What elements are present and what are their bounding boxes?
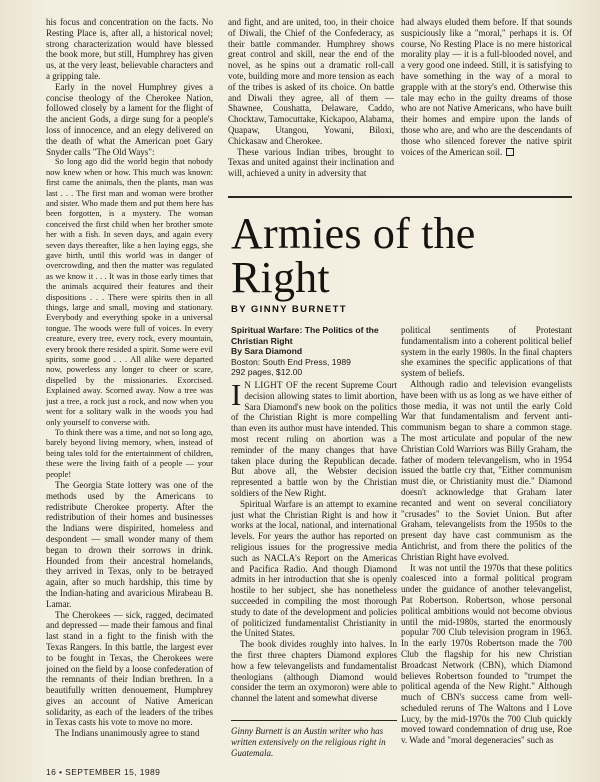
paragraph: The Indians unanimously agree to stand: [55, 728, 200, 739]
drop-cap: I: [231, 380, 242, 412]
paragraph: It was not until the 1970s that these politics coalesced into a formal political program under the guidance of another televangelist, Pat Robertson. Robertson, whose personal political ambitions would not become obvious until the mid-1980s, started the enormously popular 700 Club television program in 1963. In the early 1970s Robertson made the 700 Club the flagship for his new Christian Broadcast Network (CBN), which Diamond believes Robertson founded to "trumpet the political agenda of the New Right." Although much of CBN's success came from well-scheduled reruns of The Waltons and I Love Lucy, by the mid-1970s the 700 Club quickly moved toward condemnation of drug use, Roe v. Wade and "moral degeneracies" such as: [401, 562, 572, 746]
book-publisher: Boston: South End Press, 1989: [231, 356, 351, 367]
paragraph: The Cherokees — sick, ragged, decimated and depressed — made their famous and final last stand in a fight to the finish with the Texas Rangers. In this battle, the largest ever to be fought in Texas, the Cherokees were joined on the field by a loose confederation of the remnants of their Indian brethren. In a beautifully written denouement, Humphrey gives an account of Native American solidarity, as each of the leaders of the tribes in Texas casts his vote to move no more.: [46, 609, 213, 728]
article-title: Armies of the Right: [231, 209, 476, 302]
block-quote: So long ago did the world begin that nobody now knew when or how. This much was known: first came the animals, then the plants, man was last . . . The first man and woman were brother and sister. Who made them and put them here has been forgotten, is a mystery. The woman conceived the first child when her brother smote her with a fish. In seven days, and again every seven days thereafter, like a hen laying eggs, she gave birth, until this world was in danger of overcrowding, and then the matter was regulated as we know it . . . It was in those early times that the animals acquired their features and their dispositions . . . There were spirits then in all things, large and small, moving and stationary. Everybody and everything spoke in a universal tongue. The woods were full of voices. In every creature, every tree, every rock, every mountain, every brook there resided a spirit. Some were evil spirits, some good . . . All alike were departed now, powerless any longer to cheer or scare, dispelled by the missionaries. Exorcised. Explained away. Scorned away. Now a tree was just a tree, a rock just a rock, and now when you went for a solitary walk in the woods you had only yourself to converse with.: [46, 157, 213, 427]
paragraph: Spiritual Warfare is an attempt to examine just what the Christian Right is and how it works at the local, national, and international levels. For years the author has reported on religious issues for the progressive media such as NACLA's Report on the Americas and Pacifica Radio. And though Diamond admits in her introduction that she is openly hostile to her subject, she has nonetheless succeeded in compiling the most thorough study to date of the development and policies of politicized fundamentalist Christianity in the United States.: [231, 498, 397, 639]
previous-review-column-3: [401, 17, 572, 187]
bio-divider: [231, 720, 397, 721]
previous-review-column-2: [228, 17, 394, 187]
paragraph: These various Indian tribes, brought to Texas and united against their inclination and will, achieved a unity in adversity that: [228, 146, 394, 179]
book-price: 292 pages, $12.00: [231, 367, 303, 378]
paragraph: Although radio and television evangelists have been with us as long as we have either of those media, it was not until the early Cold War that fundamentalism and fervent anti-communism began to share a common stage. The most articulate and popular of the new Christian Cold Warriors was Billy Graham, the father of modern televangelism, who in 1954 issued the battle cry that, "Either communism must die, or Christianity must die." Diamond doesn't acknowledge that Graham later recanted and went on several conciliatory "crusades" to the Soviet Union. But after Graham, televangelists from the 1950s to the present day have cast communism as the Antichrist, and from there the politics of the Christian Right have evolved.: [401, 378, 572, 562]
book-title: Spiritual Warfare: The Politics of the Christian Right: [231, 325, 379, 346]
paragraph: the recent Supreme Court decision allowing states to limit abortion, Sara Diamond's new book on the politics of the Christian Right is more compelling than even its author must have intended. This most recent ruling on abortion was a reminder of the many changes that have taken place during the Republican decade. But above all, the Webster decision represented a battle won by the Christian soldiers of the New Right.: [231, 380, 397, 498]
article-column-1: [231, 380, 397, 710]
paragraph: The Georgia State lottery was one of the methods used by the Americans to redistribute Cherokee property. After the redistribution of their homes and businesses the Indians were dispirited, homeless and despondent — small wonder many of them began to drown their sorrows in drink. Hounded from their ancestral homelands, they arrived in Texas, only to be betrayed again, after so much hardship, this time by the Indian-hating and avaricious Mirabeau B. Lamar.: [46, 479, 213, 609]
page-folio: 16 • SEPTEMBER 15, 1989: [46, 767, 161, 777]
section-divider: [228, 196, 572, 198]
lead-in: N LIGHT OF: [244, 380, 298, 390]
article-column-2: [401, 325, 572, 765]
byline: BY GINNY BURNETT: [231, 304, 348, 315]
end-mark-icon: [506, 148, 514, 156]
book-info: [231, 325, 397, 378]
paragraph: and fight, and are united, too, in their choice of Diwali, the Chief of the Confederacy, as their battle commander. Humphrey shows great control and skill, near the end of the novel, as he spins out a dramatic roll-call vote, building more and more tension as each of the tribes is asked of its choice. On battle and Diwali they agree, all of them — Shawnee, Coushatta, Delaware, Caddo, Chocktaw, Tamocuttake, Kickapoo, Alabama, Quapaw, Utangou, Yowani, Biloxi, Chickasaw and Cherokee.: [228, 17, 394, 146]
paragraph: Early in the novel Humphrey gives a concise theology of the Cherokee Nation, followed closely by a lament for the flight of the ancient Gods, a dirge sung for a people's loss of innocence, and an elegy delivered on the death of what the American poet Gary Snyder calls "The Old Ways":: [46, 81, 213, 157]
book-author: By Sara Diamond: [231, 346, 303, 357]
paragraph: To think there was a time, and not so long ago, barely beyond living memory, when, instead of being tales told for the entertainment of children, these were the living faith of a people — your people!: [46, 427, 213, 479]
paragraph: had always eluded them before. If that sounds suspiciously like a "moral," perhaps it is. Of course, No Resting Place is no mere historical morality play — it is a full-blooded novel, and a very good one indeed. Still, it is satisfying to have something in the way of a moral to grapple with at the story's end. Otherwise this tale may echo in the guilty dreams of those who are not Native Americans, who have built their homes and empire upon the lands of those who are, and who are the descendants of those who silenced forever the native spirit voices of the American soil.: [401, 17, 572, 157]
paragraph: political sentiments of Protestant fundamentalism into a coherent political belief system in the early 1980s. In the final chapters she examines the specific applications of that system of beliefs.: [401, 325, 572, 379]
author-bio: Ginny Burnett is an Austin writer who has written extensively on the religious right in Guatemala.: [231, 726, 386, 758]
paragraph: The book divides roughly into halves. In the first three chapters Diamond explores how a few televangelists and fundamentalist theologians (although Diamond would consider the term an oxymoron) were able to channel the latent and somewhat diverse: [231, 639, 397, 704]
paragraph: his focus and concentration on the facts. No Resting Place is, after all, a historical novel; strong characterization would have blessed the book more, but still, Humphrey has given us, at the very least, believable characters and a gripping tale.: [46, 17, 213, 81]
previous-review-column-1: [46, 17, 213, 757]
